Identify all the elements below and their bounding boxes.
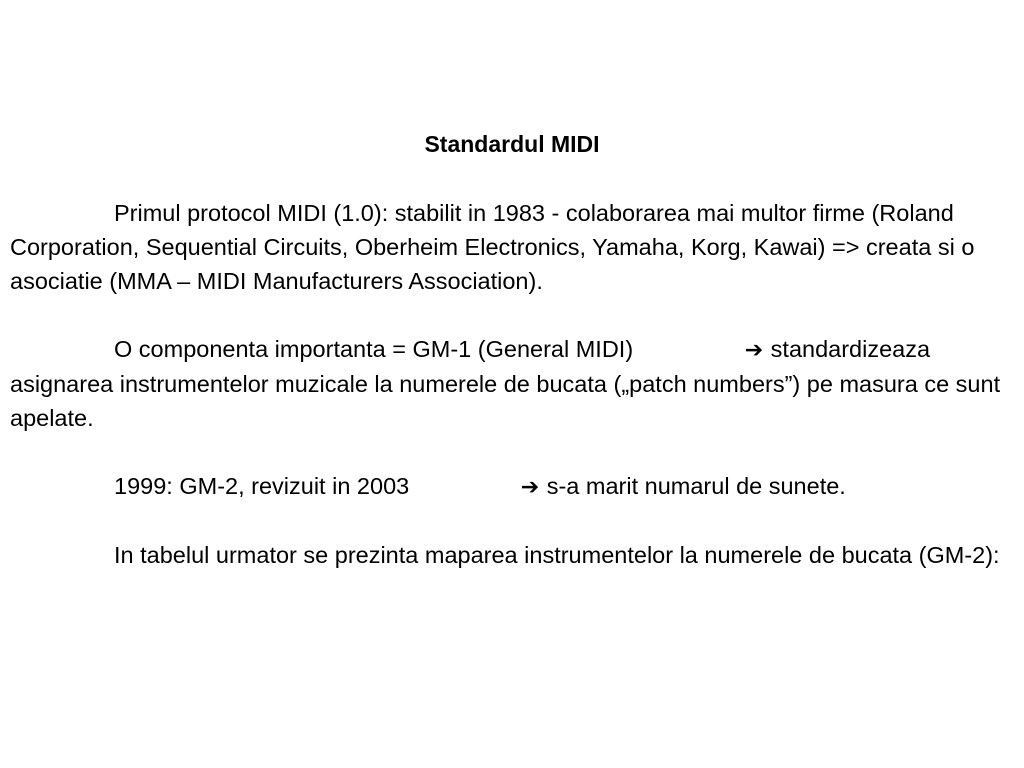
right-arrow-icon: ➔ — [520, 474, 540, 499]
paragraph-text: In tabelul urmator se prezinta maparea instrumentelor la numerele de bucata (GM-2): — [114, 542, 1000, 568]
paragraph-text: O componenta importanta = GM-1 (General MIDI) — [114, 336, 634, 362]
paragraph-text-continuation: s-a marit numarul de sunete. — [546, 473, 846, 499]
paragraph-midi-protocol — [10, 196, 1014, 298]
right-arrow-icon: ➔ — [744, 337, 764, 362]
paragraph-gm1 — [10, 332, 1014, 435]
paragraph-text: 1999: GM-2, revizuit in 2003 — [114, 473, 410, 499]
slide-body — [10, 196, 1014, 606]
paragraph-text-continuation: standardizeaza asignarea instrumentelor muzicale la numerele de bucata („patch numbers”) pe masura ce sunt apelate. — [10, 336, 1001, 431]
paragraph-gm2 — [10, 469, 1014, 504]
paragraph-text: Primul protocol MIDI (1.0): stabilit in 1983 - colaborarea mai multor firme (Roland Corporation, Sequential Circuits, Oberheim Electronics, Yamaha, Korg, Kawai) => creata si o asociatie (MMA – MIDI Manufacturers Association). — [10, 200, 975, 294]
slide-title: Standardul MIDI — [424, 131, 600, 157]
paragraph-table-intro — [10, 538, 1014, 572]
